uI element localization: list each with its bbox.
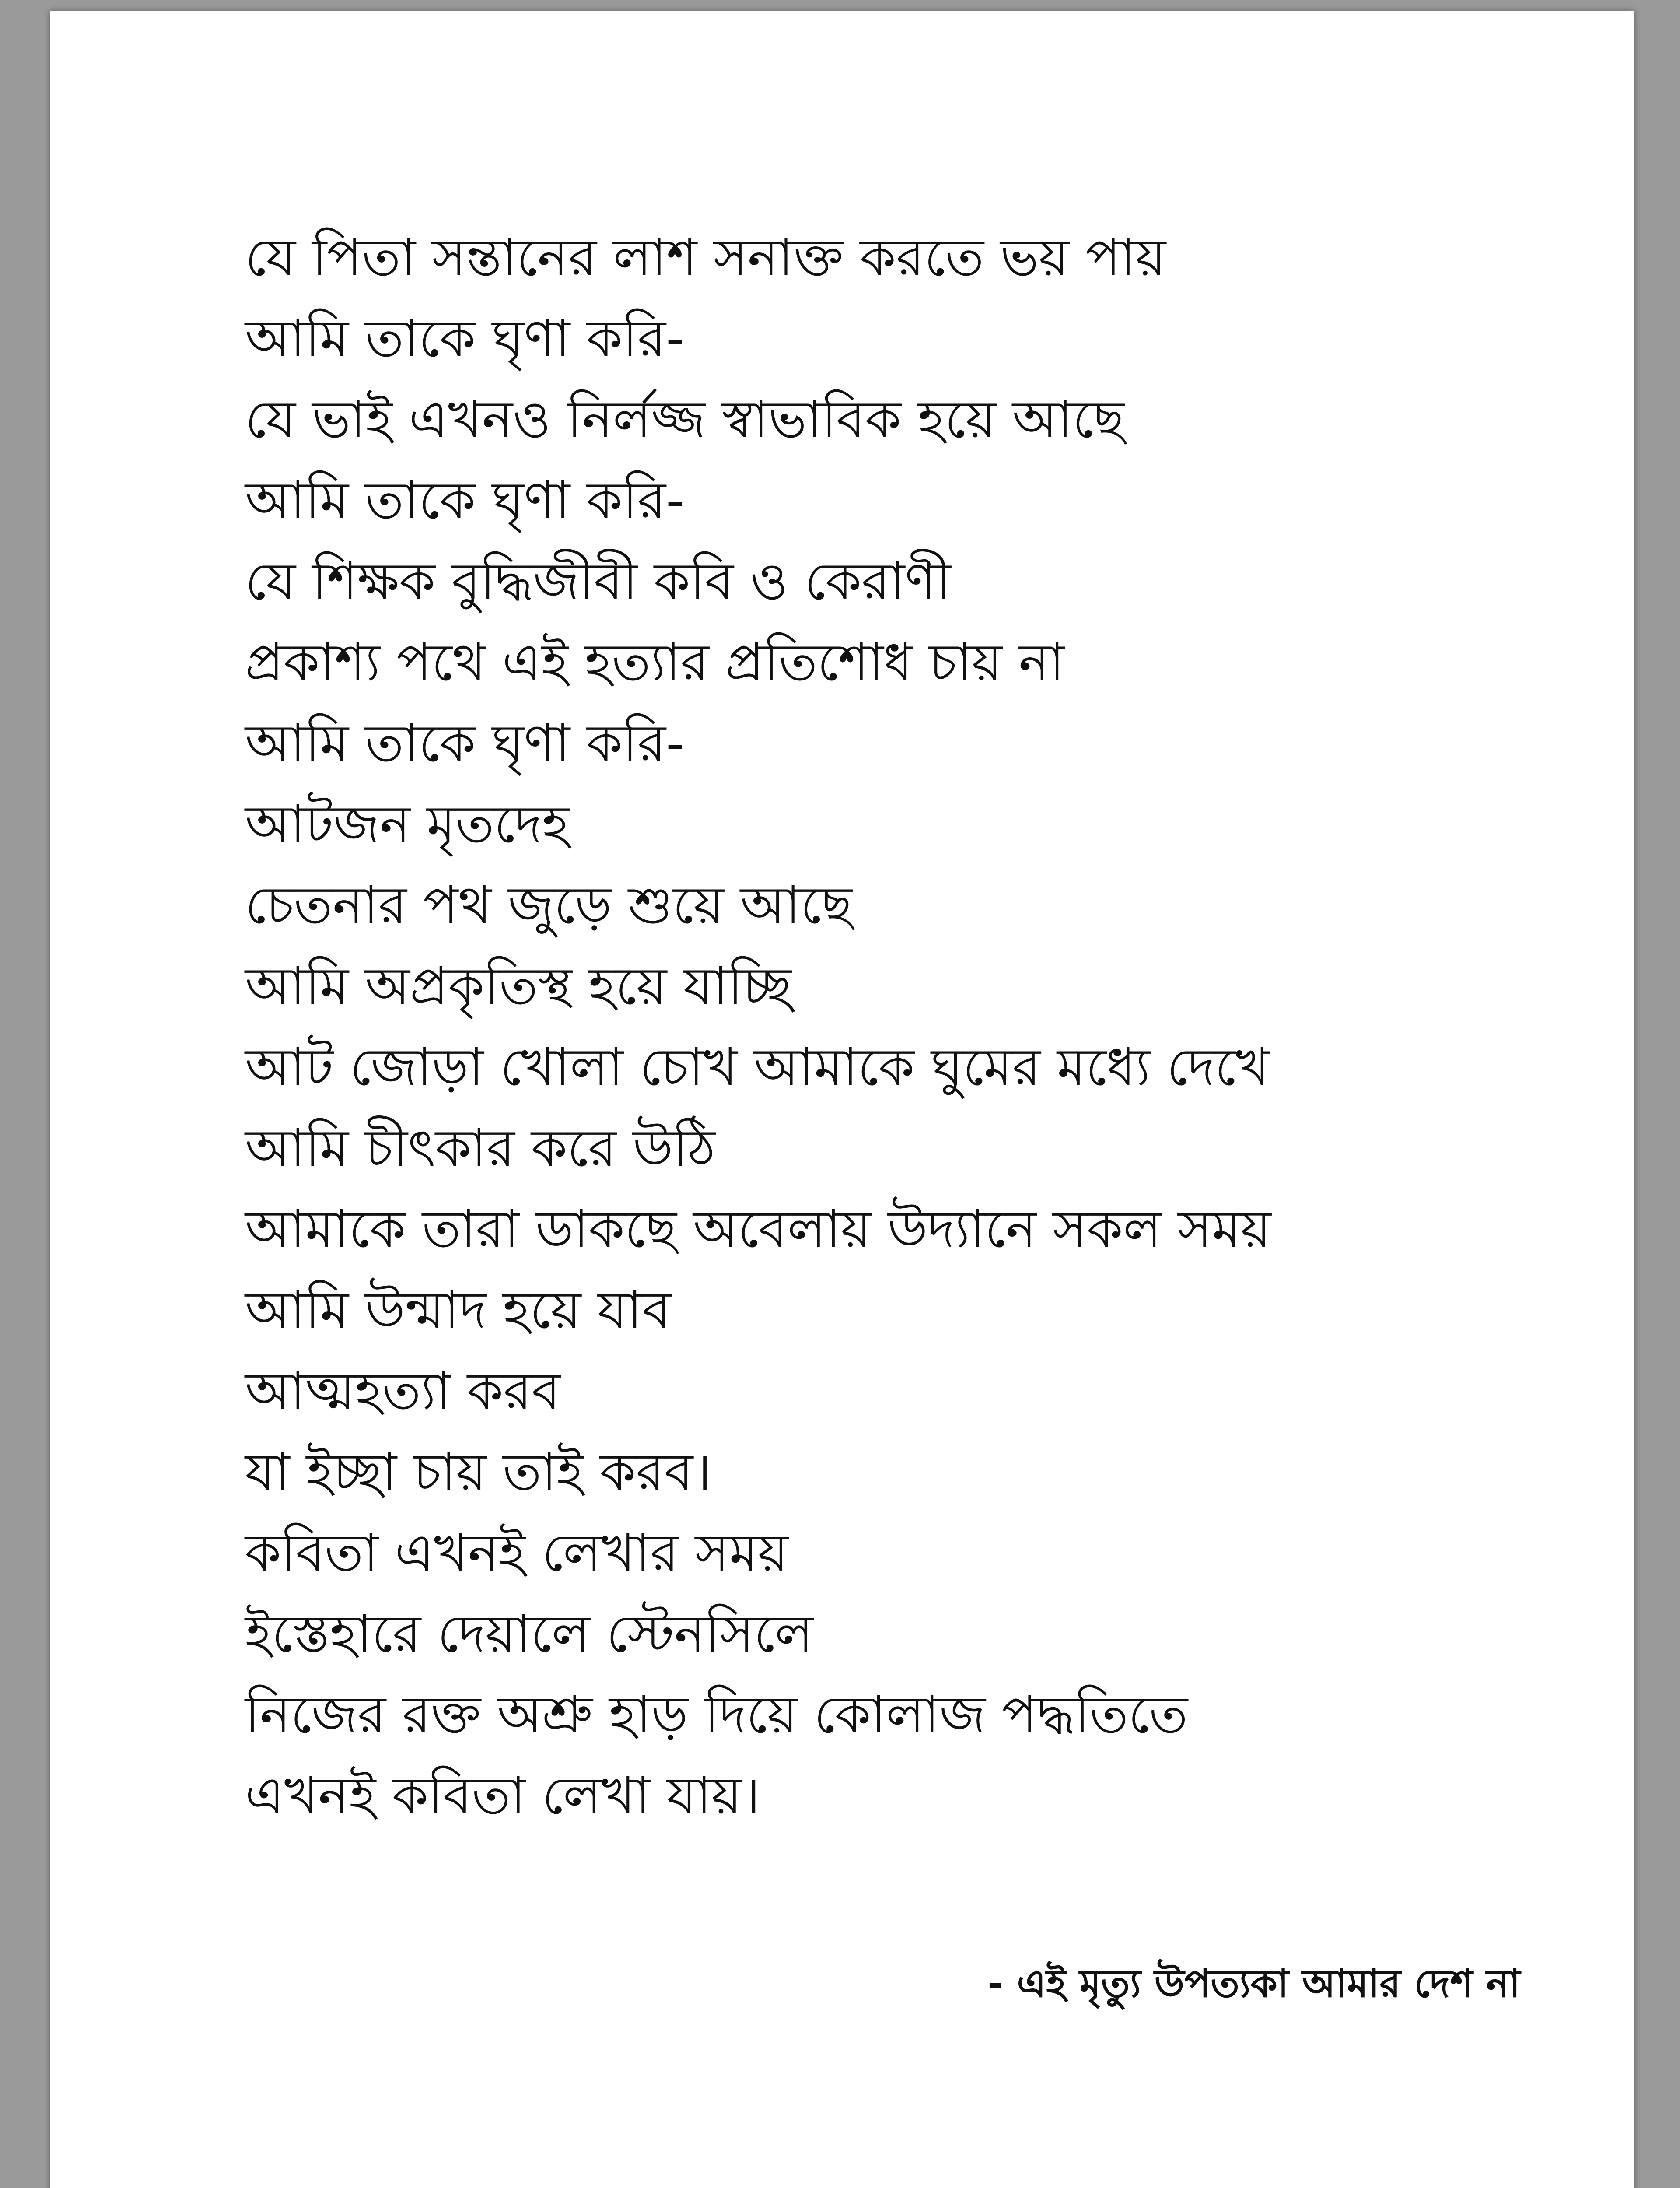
poem-body: [245, 217, 1601, 1836]
poem-line: আমি চীৎকার করে উঠি: [245, 1118, 716, 1178]
poem-line: যে ভাই এখনও নির্লজ্জ স্বাভাবিক হয়ে আছে: [245, 389, 1125, 449]
poem-line: ইস্তেহারে দেয়ালে স্টেনসিলে: [245, 1603, 813, 1664]
poem-line: কবিতা এখনই লেখার সময়: [245, 1522, 788, 1583]
poem-line: আমাকে তারা ডাকছে অবেলায় উদ্যানে সকল সময়: [245, 1199, 1271, 1259]
poem-line: আটজন মৃতদেহ: [245, 794, 569, 854]
poem-line: আমি উন্মাদ হয়ে যাব: [245, 1280, 671, 1340]
poem-title-signature: - এই মৃত্যু উপত্যকা আমার দেশ না: [987, 1961, 1520, 2006]
poem-line: আট জোড়া খোলা চোখ আমাকে ঘুমের মধ্যে দেখে: [245, 1037, 1270, 1097]
poem-line: আমি অপ্রকৃতিস্থ হয়ে যাচ্ছি: [245, 956, 792, 1016]
poem-line: নিজের রক্ত অশ্রু হাড় দিয়ে কোলাজ পদ্ধতিতে: [245, 1684, 1188, 1745]
poem-line: চেতনার পথ জুড়ে শুয়ে আছে: [245, 875, 853, 935]
document-page: [50, 11, 1634, 2188]
poem-line: আমি তাকে ঘৃণা করি-: [245, 470, 685, 530]
poem-line: প্রকাশ্য পথে এই হত্যার প্রতিশোধ চায় না: [245, 632, 1064, 692]
poem-line: যা ইচ্ছা চায় তাই করব।: [245, 1441, 712, 1502]
poem-line: আত্মহত্যা করব: [245, 1360, 560, 1421]
poem-line: আমি তাকে ঘৃণা করি-: [245, 308, 685, 368]
poem-line: এখনই কবিতা লেখা যায়।: [245, 1765, 760, 1826]
poem-line: যে শিক্ষক বুদ্ধিজীবী কবি ও কেরাণী: [245, 551, 951, 611]
poem-line: আমি তাকে ঘৃণা করি-: [245, 713, 685, 773]
poem-line: যে পিতা সন্তানের লাশ সনাক্ত করতে ভয় পায়: [245, 227, 1166, 288]
